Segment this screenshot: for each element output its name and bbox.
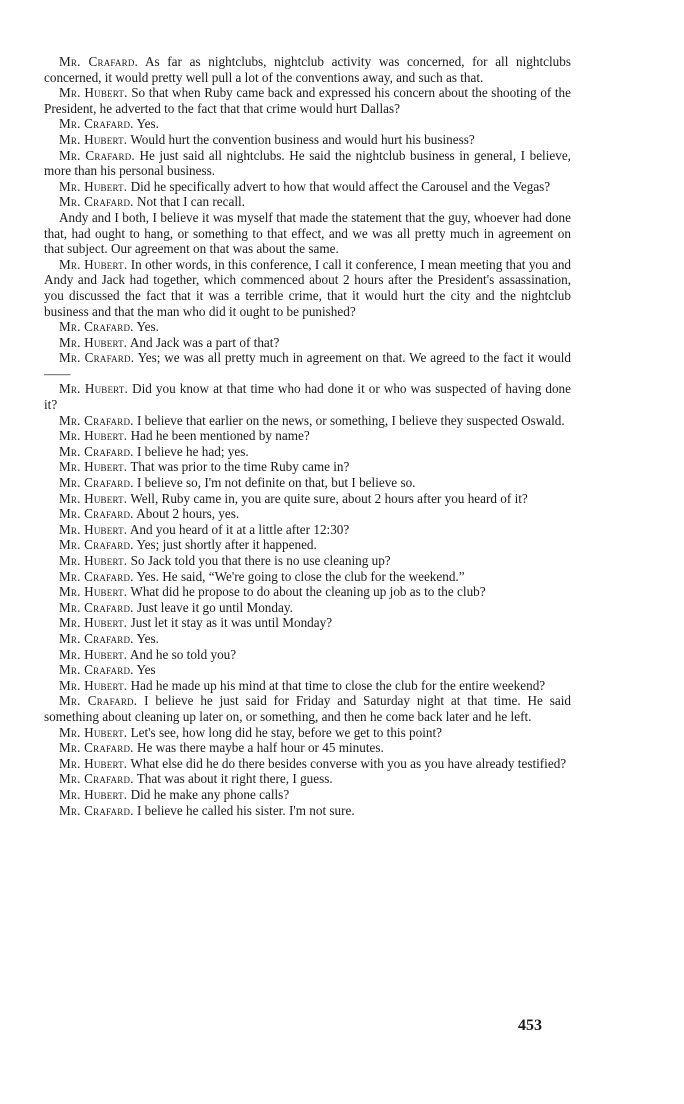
speech-text: That was prior to the time Ruby came in?	[130, 459, 350, 475]
speech-text: What else did he do there besides converse with you as you have already testified?	[130, 755, 567, 771]
speech-text: Well, Ruby came in, you are quite sure, about 2 hours after you heard of it?	[130, 490, 528, 506]
speech-text: And he so told you?	[129, 646, 237, 662]
speaker-name: Mr. Crafard.	[59, 194, 134, 210]
speech-text: That was about it right there, I guess.	[136, 771, 333, 787]
speaker-name: Mr. Crafard.	[59, 740, 134, 756]
transcript-paragraph	[44, 459, 571, 475]
speech-text: Not that I can recall.	[136, 194, 245, 210]
speaker-name: Mr. Crafard.	[59, 412, 134, 428]
speaker-name: Mr. Crafard.	[59, 693, 138, 709]
speech-text: As far as nightclubs, nightclub activity was concerned, for all nightclubs concerned, it would pretty well pull a lot of the conventions away, and such as that.	[44, 54, 571, 85]
transcript-paragraph	[44, 725, 571, 741]
speech-text: He was there maybe a half hour or 45 minutes.	[136, 740, 384, 756]
speaker-name: Mr. Hubert.	[59, 786, 128, 802]
transcript-paragraph	[44, 257, 571, 319]
transcript-paragraph	[44, 678, 571, 694]
transcript-paragraph	[44, 444, 571, 460]
transcript-paragraph	[44, 615, 571, 631]
transcript-paragraph	[44, 771, 571, 787]
speaker-name: Mr. Crafard.	[59, 630, 134, 646]
transcript-paragraph	[44, 85, 571, 116]
transcript-paragraph	[44, 631, 571, 647]
speaker-name: Mr. Hubert.	[59, 615, 128, 631]
speech-text: About 2 hours, yes.	[136, 506, 240, 522]
speaker-name: Mr. Crafard.	[59, 802, 134, 818]
transcript-paragraph	[44, 662, 571, 678]
speech-text: What did he propose to do about the cleaning up job as to the club?	[130, 584, 486, 600]
transcript-paragraph	[44, 756, 571, 772]
speech-text: He just said all nightclubs. He said the nightclub business in general, I believe, more than his personal business.	[44, 147, 571, 179]
speech-text: Did you know at that time who had done it or who was suspected of having done it?	[44, 381, 571, 413]
transcript-paragraph	[44, 54, 571, 85]
speech-text: Just leave it go until Monday.	[136, 599, 293, 615]
page-number: 453	[518, 1017, 542, 1034]
speech-text: So that when Ruby came back and expressed his concern about the shooting of the President, he adverted to the fact that that crime would hurt Dallas?	[44, 85, 571, 116]
speaker-name: Mr. Hubert.	[59, 85, 128, 101]
transcript-paragraph	[44, 787, 571, 803]
speaker-name: Mr. Crafard.	[59, 506, 134, 522]
transcript-paragraph	[44, 569, 571, 585]
speaker-name: Mr. Hubert.	[59, 334, 128, 350]
transcript-paragraph	[44, 335, 571, 351]
speech-text: Did he specifically advert to how that would affect the Carousel and the Vegas?	[130, 178, 551, 194]
speaker-name: Mr. Hubert.	[59, 724, 128, 740]
transcript-paragraph	[44, 179, 571, 195]
speech-text: Yes.	[136, 116, 159, 132]
speaker-name: Mr. Crafard.	[59, 319, 134, 335]
transcript-paragraph	[44, 475, 571, 491]
speech-text: Andy and I both, I believe it was myself that made the statement that the guy, whoever had done that, had ought to hang, or something to that effect, and we was all pretty much in agreement on that subject. Our agreement on that was about the same.	[44, 209, 571, 257]
transcript-paragraph	[44, 132, 571, 148]
speaker-name: Mr. Hubert.	[59, 256, 128, 272]
speaker-name: Mr. Hubert.	[59, 381, 129, 397]
speech-text: I believe he called his sister. I'm not sure.	[136, 802, 355, 818]
speech-text: Yes; just shortly after it happened.	[136, 537, 317, 553]
transcript-paragraph	[44, 491, 571, 507]
speaker-name: Mr. Crafard.	[59, 568, 134, 584]
speaker-name: Mr. Crafard.	[59, 443, 134, 459]
speaker-name: Mr. Crafard.	[59, 147, 135, 163]
speech-text: I believe he just said for Friday and Saturday night at that time. He said something about cleaning up later on, or something, and then he come back later and he left.	[44, 693, 571, 724]
speaker-name: Mr. Hubert.	[59, 646, 128, 662]
speech-text: So Jack told you that there is no use cleaning up?	[130, 553, 391, 568]
speech-text: Had he been mentioned by name?	[130, 428, 310, 444]
speaker-name: Mr. Hubert.	[59, 131, 128, 147]
speaker-name: Mr. Hubert.	[59, 755, 128, 771]
transcript-paragraph	[44, 647, 571, 663]
speaker-name: Mr. Hubert.	[59, 490, 128, 506]
speech-text: Had he made up his mind at that time to close the club for the entire weekend?	[130, 677, 546, 693]
transcript-paragraph	[44, 428, 571, 444]
speech-text: Yes.	[136, 630, 159, 646]
transcript-paragraph	[44, 413, 571, 429]
transcript-paragraph	[44, 537, 571, 553]
speaker-name: Mr. Hubert.	[59, 178, 128, 194]
speaker-name: Mr. Crafard.	[59, 599, 134, 615]
speech-text: Would hurt the convention business and would hurt his business?	[130, 131, 475, 147]
speaker-name: Mr. Crafard.	[59, 350, 135, 366]
speaker-name: Mr. Crafard.	[59, 662, 134, 678]
speech-text: I believe that earlier on the news, or something, I believe they suspected Oswald.	[136, 412, 565, 428]
transcript-paragraph	[44, 350, 571, 381]
transcript-paragraph	[44, 319, 571, 335]
transcript-paragraph	[44, 522, 571, 538]
speaker-name: Mr. Hubert.	[59, 428, 128, 444]
transcript-paragraph	[44, 584, 571, 600]
speech-text: Yes; we was all pretty much in agreement on that. We agreed to the fact it would——	[44, 350, 571, 381]
speaker-name: Mr. Crafard.	[59, 537, 134, 553]
transcript-paragraph	[44, 693, 571, 724]
speech-text: Yes. He said, “We're going to close the club for the weekend.”	[136, 568, 465, 584]
speaker-name: Mr. Hubert.	[59, 459, 128, 475]
speech-text: And you heard of it at a little after 12:30?	[129, 521, 350, 537]
transcript-paragraph	[44, 600, 571, 616]
transcript-paragraph	[44, 803, 571, 819]
speech-text: Did he make any phone calls?	[130, 786, 290, 802]
speaker-name: Mr. Crafard.	[59, 54, 139, 69]
speech-text: In other words, in this conference, I call it conference, I mean meeting that you and Andy and Jack had together, which commenced about 2 hours after the President's assassination, you discussed the fact that it was a terrible crime, that it would hurt the city and the nightclub business and that the man who did it ought to be punished?	[44, 256, 572, 319]
speaker-name: Mr. Crafard.	[59, 475, 134, 491]
transcript-paragraph	[44, 116, 571, 132]
speaker-name: Mr. Hubert.	[59, 677, 128, 693]
speaker-name: Mr. Hubert.	[59, 584, 128, 600]
speech-text: And Jack was a part of that?	[129, 334, 280, 350]
transcript-paragraph	[44, 210, 571, 257]
speech-text: Let's see, how long did he stay, before we get to this point?	[130, 724, 442, 740]
transcript-paragraph	[44, 194, 571, 210]
speech-text: Yes	[136, 662, 156, 678]
transcript-paragraph	[44, 148, 571, 179]
speaker-name: Mr. Hubert.	[59, 521, 128, 537]
speaker-name: Mr. Crafard.	[59, 116, 134, 132]
speech-text: I believe he had; yes.	[136, 443, 249, 459]
transcript-body	[44, 54, 571, 818]
speaker-name: Mr. Hubert.	[59, 553, 128, 568]
transcript-paragraph	[44, 381, 571, 412]
transcript-paragraph	[44, 553, 571, 569]
transcript-paragraph	[44, 506, 571, 522]
speech-text: I believe so, I'm not definite on that, but I believe so.	[136, 475, 416, 491]
transcript-paragraph	[44, 740, 571, 756]
speech-text: Just let it stay as it was until Monday?	[130, 615, 333, 631]
speaker-name: Mr. Crafard.	[59, 771, 134, 787]
speech-text: Yes.	[136, 319, 159, 335]
